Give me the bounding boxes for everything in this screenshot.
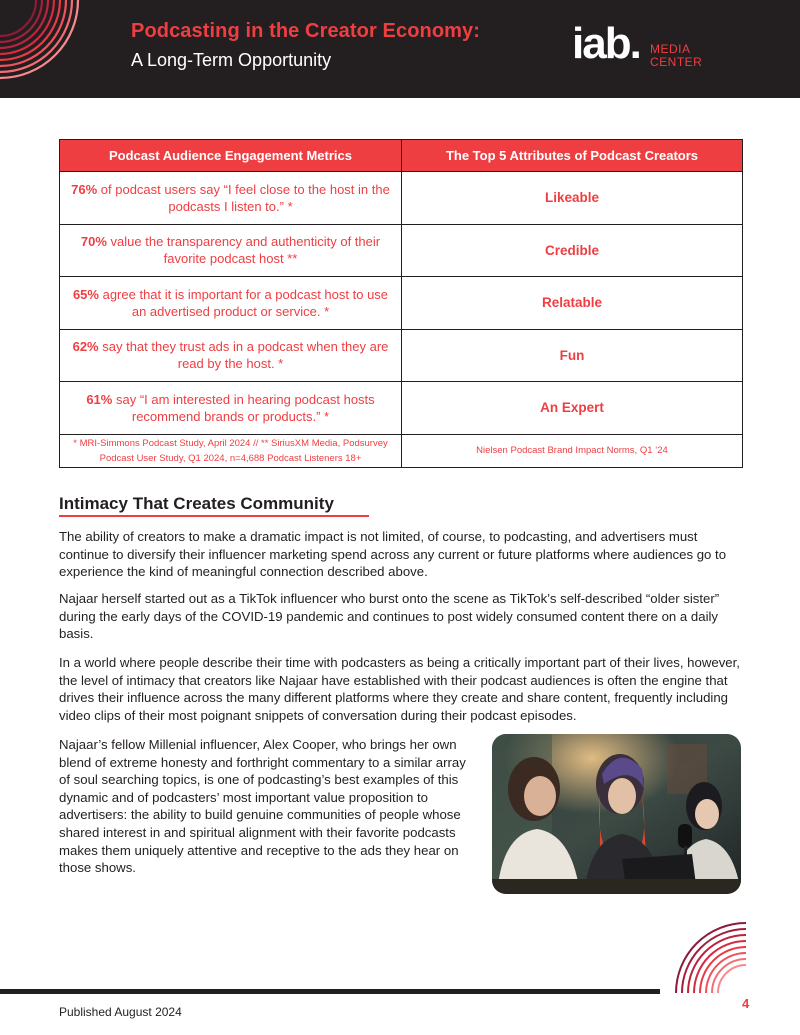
page-number: 4 [742, 996, 750, 1011]
podcast-photo [492, 734, 741, 894]
section-heading: Intimacy That Creates Community [59, 494, 334, 513]
attribute-cell: Fun [402, 329, 743, 382]
paragraph-3: In a world where people describe their time with podcasters as being a critically important part of their lives, however, the level of intimacy that creators like Najaar have established with their podcast audiences is often the engine that drives their influence across the many different platforms where they create and share content, frequently including video clips of their most poignant snippets of conversation during their podcast episodes. [59, 655, 740, 723]
metric-cell [60, 329, 402, 382]
metric-percent: 65% [72, 286, 99, 302]
paragraph-4: Najaar’s fellow Millenial influencer, Alex Cooper, who brings her own blend of extreme honesty and forthright commentary to a similar array of soul searching topics, is one of podcasting’s best examples of this dynamic and of podcasters’ most important value proposition to advertisers: the ability to build genuine communities of people whose shared interest in and spiritual alignment with their favorite podcasts makes them uniquely attentive and receptive to the ads they hear on those shows. [59, 737, 466, 876]
decorative-arcs-icon [0, 0, 100, 98]
metric-percent: 76% [71, 181, 98, 197]
logo-center-label: CENTER [650, 55, 703, 69]
column-header-attributes: The Top 5 Attributes of Podcast Creators [402, 140, 743, 172]
table-header-row [60, 140, 743, 172]
source-note-right: Nielsen Podcast Brand Impact Norms, Q1 ’24 [402, 434, 743, 467]
attribute-cell: Credible [402, 224, 743, 277]
metric-text: agree that it is important for a podcast host to use an advertised product or service. * [98, 286, 389, 319]
metric-percent: 70% [80, 234, 107, 250]
decorative-arcs-icon [668, 915, 748, 995]
paragraph-2: Najaar herself started out as a TikTok influencer who burst onto the scene as TikTok’s self-described “older sister” during the early days of the COVID-19 pandemic and continues to post widely consumed content there on a daily basis. [59, 591, 720, 642]
published-date: Published August 2024 [59, 1005, 182, 1019]
table-row [60, 277, 743, 330]
metric-percent: 61% [86, 391, 113, 407]
metric-text: say “I am interested in hearing podcast hosts recommend brands or products.” * [112, 391, 375, 424]
table-row [60, 329, 743, 382]
source-note-left: * MRI-Simmons Podcast Study, April 2024 // ** SiriusXM Media, Podsurvey Podcast User Study, Q1 2024, n=4,688 Podcast Listeners 18+ [60, 434, 402, 467]
engagement-table [59, 139, 743, 468]
metric-cell [60, 224, 402, 277]
metric-text: of podcast users say “I feel close to the host in the podcasts I listen to.” * [97, 181, 390, 214]
logo-media-label: MEDIA [650, 42, 691, 56]
metric-text: say that they trust ads in a podcast when they are read by the host. * [98, 339, 389, 372]
metric-percent: 62% [72, 339, 99, 355]
page-header [0, 0, 800, 98]
document-subtitle: A Long-Term Opportunity [131, 50, 332, 70]
podcast-scene-image [492, 734, 741, 894]
metric-cell [60, 277, 402, 330]
logo-media-center [650, 43, 702, 69]
attribute-cell: An Expert [402, 382, 743, 435]
table-row [60, 224, 743, 277]
document-title: Podcasting in the Creator Economy: [131, 20, 481, 42]
logo-wordmark: iab. [572, 19, 640, 68]
metric-cell [60, 172, 402, 225]
column-header-metrics: Podcast Audience Engagement Metrics [60, 140, 402, 172]
metric-text: value the transparency and authenticity of their favorite podcast host ** [106, 234, 381, 267]
metric-cell [60, 382, 402, 435]
table-row [60, 382, 743, 435]
footer-bar [0, 989, 660, 994]
attribute-cell: Likeable [402, 172, 743, 225]
heading-underline [59, 515, 369, 517]
attribute-cell: Relatable [402, 277, 743, 330]
table-row [60, 172, 743, 225]
table-source-row [60, 434, 743, 467]
paragraph-1: The ability of creators to make a dramatic impact is not limited, of course, to podcasting, and advertisers must continue to diversify their influencer marketing spend across any current or future platforms where audiences go to experience the kind of meaningful connection described above. [59, 529, 727, 580]
